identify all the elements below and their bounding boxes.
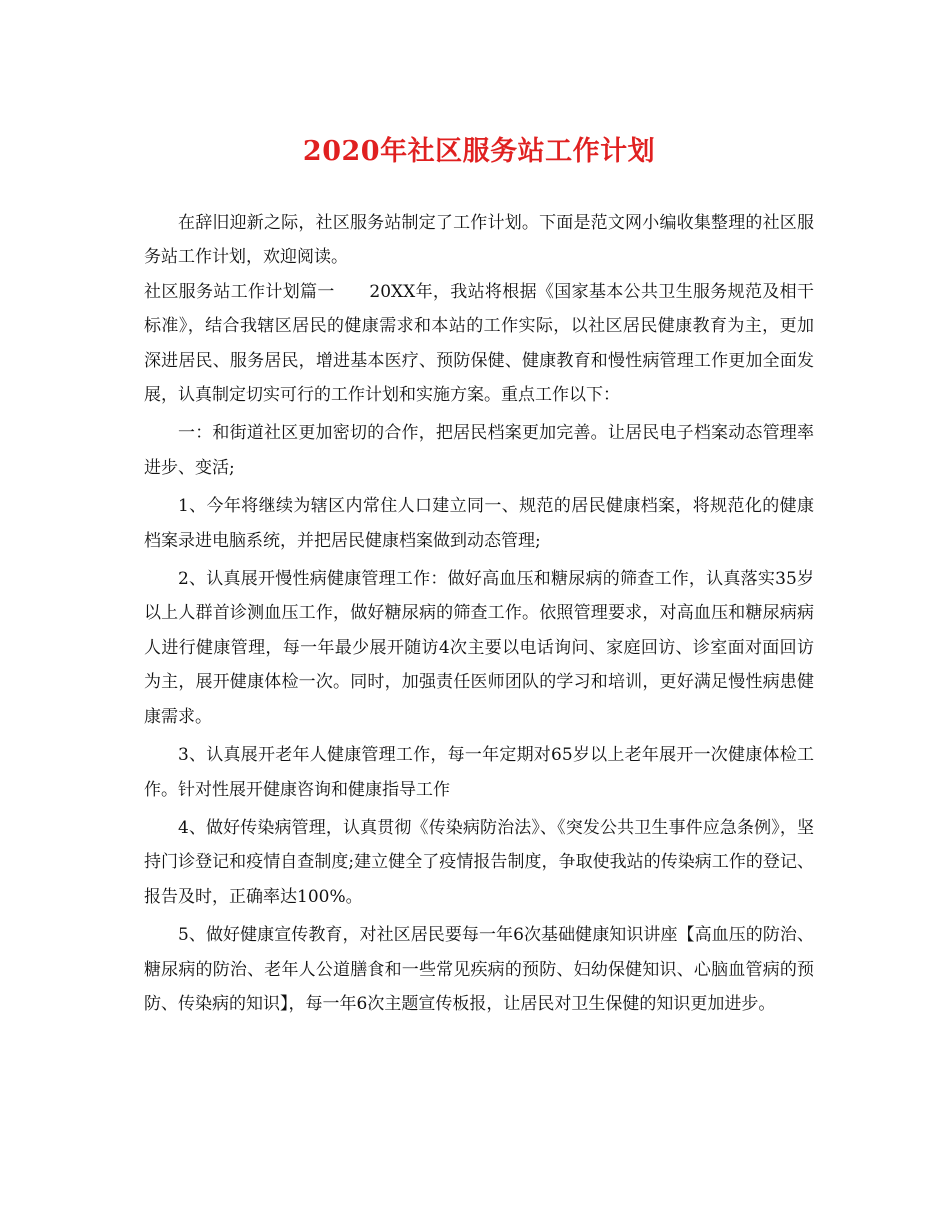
document-title: 2020年社区服务站工作计划: [302, 136, 656, 167]
item-paragraph-3: 2、认真展开慢性病健康管理工作：做好高血压和糖尿病的筛查工作，认真落实35岁以上人群首诊测血压工作，做好糖尿病的筛查工作。依照管理要求，对高血压和糖尿病病人进行健康管理，每一年最少展开随访4次主要以电话询问、家庭回访、诊室面对面回访为主，展开健康体检一次。同时，加强责任医师团队的学习和培训，更好满足慢性病患健康需求。: [144, 569, 814, 727]
item-paragraph-2: 1、今年将继续为辖区内常住人口建立同一、规范的居民健康档案，将规范化的健康档案录进电脑系统，并把居民健康档案做到动态管理;: [144, 496, 814, 551]
intro-paragraph: 在辞旧迎新之际，社区服务站制定了工作计划。下面是范文网小编收集整理的社区服务站工作计划，欢迎阅读。: [144, 213, 814, 268]
item-paragraph-4: 3、认真展开老年人健康管理工作，每一年定期对65岁以上老年展开一次健康体检工作。针对性展开健康咨询和健康指导工作: [144, 745, 814, 800]
document-body: [144, 206, 814, 1021]
plan-section-paragraph: 社区服务站工作计划篇一 20XX年，我站将根据《国家基本公共卫生服务规范及相干标准》，结合我辖区居民的健康需求和本站的工作实际，以社区居民健康教育为主，更加深进居民、服务居民，增进基本医疗、预防保健、健康教育和慢性病管理工作更加全面发展，认真制定切实可行的工作计划和实施方案。重点工作以下：: [144, 281, 814, 406]
item-paragraph-5: 4、做好传染病管理，认真贯彻《传染病防治法》、《突发公共卫生事件应急条例》，坚持门诊登记和疫情自查制度;建立健全了疫情报告制度，争取使我站的传染病工作的登记、报告及时，正确率达100%。: [144, 817, 814, 907]
item-paragraph-1: 一：和街道社区更加密切的合作，把居民档案更加完善。让居民电子档案动态管理率进步、变活;: [144, 423, 814, 478]
item-paragraph-6: 5、做好健康宣传教育，对社区居民要每一年6次基础健康知识讲座【高血压的防治、糖尿病的防治、老年人公道膳食和一些常见疾病的预防、妇幼保健知识、心脑血管病的预防、传染病的知识】，每一年6次主题宣传板报，让居民对卫生保健的知识更加进步。: [144, 925, 814, 1014]
